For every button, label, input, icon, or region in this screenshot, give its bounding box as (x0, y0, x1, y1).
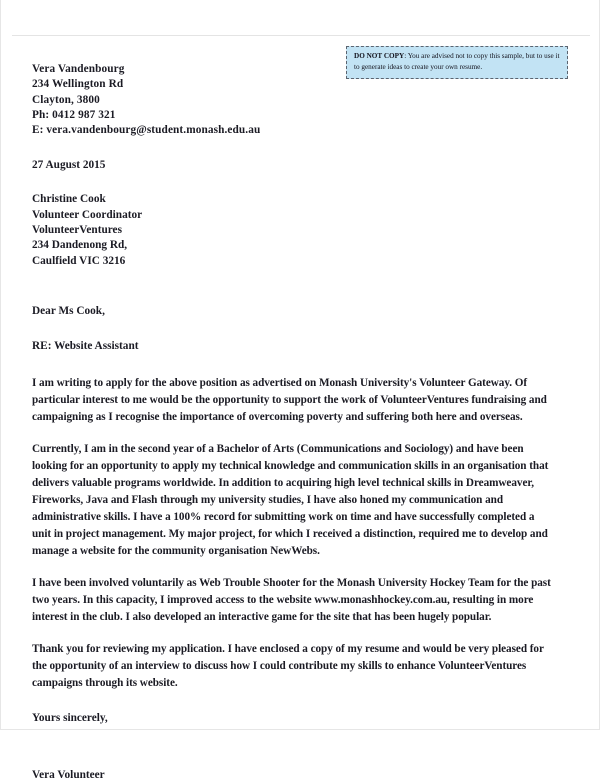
salutation: Dear Ms Cook, (32, 304, 105, 317)
sender-name: Vera Vandenbourg (32, 63, 125, 75)
recipient-organisation: VolunteerVentures (32, 223, 122, 236)
closing-salutation: Yours sincerely, (32, 711, 108, 724)
sender-address-block (32, 62, 560, 139)
sender-phone: Ph: 0412 987 321 (32, 109, 116, 122)
body-paragraph: I have been involved voluntarily as Web Trouble Shooter for the Monash University Hockey Team for the past two years. In this capacity, I improved access to the website www.monashhockey.com.au, resulting in more interest in the club. I also developed an interactive game for the site that has been hugely popular. (32, 576, 551, 623)
sender-street: 234 Wellington Rd (32, 78, 124, 91)
body-paragraph: Thank you for reviewing my application. I have enclosed a copy of my resume and would be very pleased for the opportunity of an interview to discuss how I could contribute my skills to enhance VolunteerVentures campaigns through its website. (32, 642, 544, 689)
sender-email: E: vera.vandenbourg@student.monash.edu.au (32, 124, 261, 137)
body-paragraph: I am writing to apply for the above position as advertised on Monash University's Volunteer Gateway. Of particular interest to me would be the opportunity to support the work of VolunteerVentures fundraising and campaigning as I recognise the importance of overcoming poverty and suffering both here and overseas. (32, 376, 547, 423)
sender-suburb: Clayton, 3800 (32, 93, 100, 106)
letter-content (32, 62, 560, 784)
letter-date: 27 August 2015 (32, 158, 106, 171)
recipient-title: Volunteer Coordinator (32, 208, 143, 221)
do-not-copy-lead: DO NOT COPY (354, 52, 405, 60)
signature-name: Vera Volunteer (32, 769, 105, 782)
subject-line: RE: Website Assistant (32, 340, 139, 353)
body-paragraph: Currently, I am in the second year of a Bachelor of Arts (Communications and Sociology) and have been looking for an opportunity to apply my technical knowledge and communication skills in an organisation that delivers valuable programs worldwide. In addition to acquiring high level technical skills in Dreamweaver, Fireworks, Java and Flash through my university studies, I have also honed my communication and administrative skills. I have a 100% record for submitting work on time and have successfully completed a unit in project management. My major project, for which I received a distinction, required me to develop and manage a website for the community organisation NewWebs. (32, 442, 549, 557)
recipient-address-block (32, 192, 560, 269)
recipient-name: Christine Cook (32, 193, 106, 206)
page-top-divider (12, 35, 590, 36)
letter-body (32, 375, 560, 692)
recipient-street: 234 Dandenong Rd, (32, 239, 128, 252)
do-not-copy-body: : You are advised not to copy this sample, but to use it to generate ideas to create your own resume. (354, 52, 560, 71)
recipient-suburb: Caulfield VIC 3216 (32, 254, 126, 267)
